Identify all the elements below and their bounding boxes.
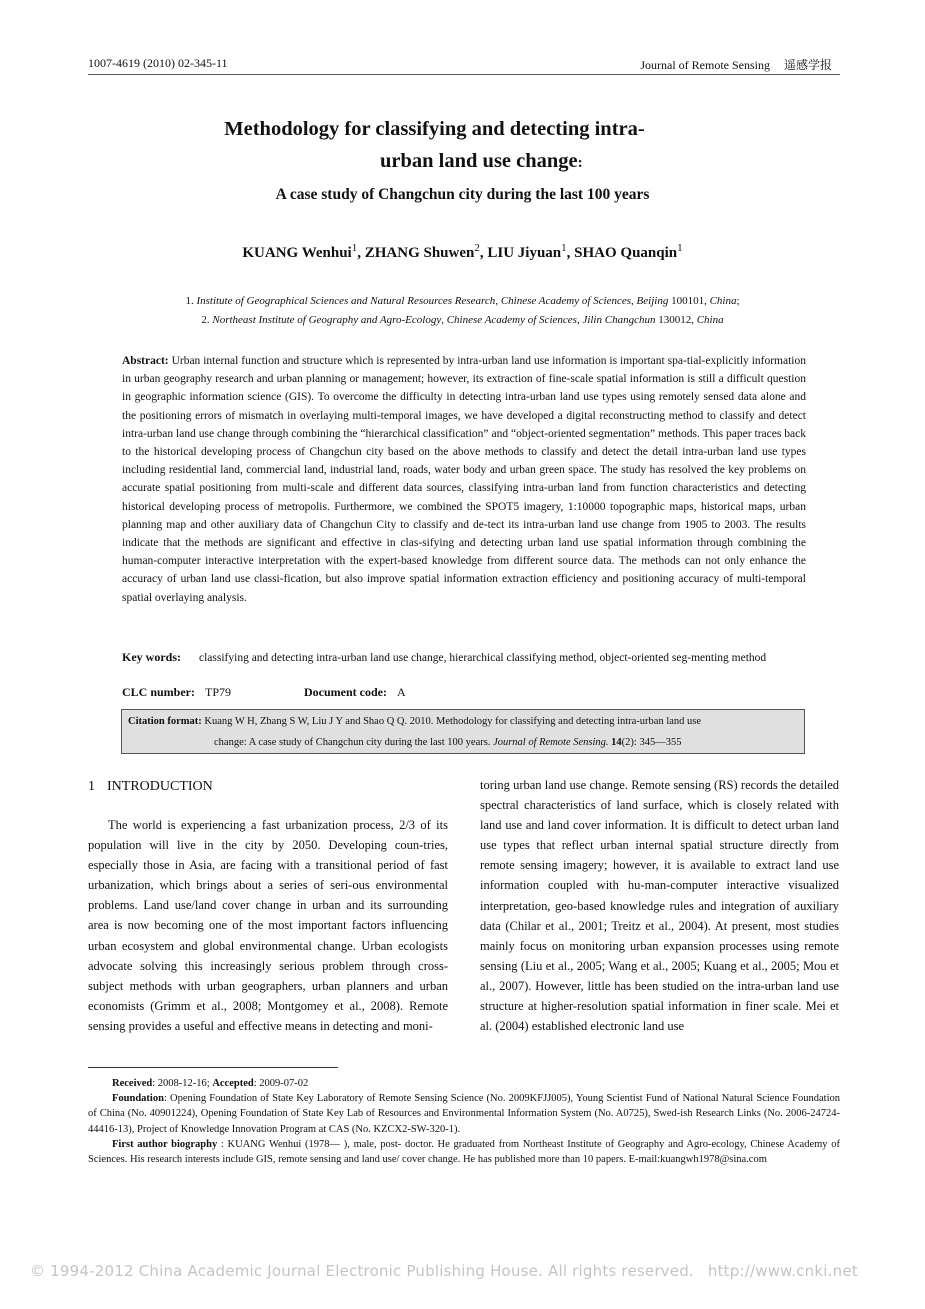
clc-value: TP79: [205, 685, 232, 699]
author-name: LIU Jiyuan: [487, 245, 562, 261]
author-affiliation-mark: 1: [561, 242, 567, 254]
body-column-right: [480, 775, 839, 1036]
abstract-label: Abstract:: [122, 355, 169, 367]
author-affiliation-mark: 2: [474, 242, 480, 254]
issn-code: 1007-4619 (2010) 02-345-11: [88, 56, 228, 70]
cnki-link: http://www.cnki.net: [707, 1262, 858, 1280]
footnote-author-bio: First author biography : KUANG Wenhui (1978— ), male, post- doctor. He graduated from Northeast Institute of Geography and Agro-ecology, Chinese Academy of Sciences. His research interests include GIS, remote sensing and land use/ cover change. He has published more than 10 papers. E-mail:kuangwh1978@sina.com: [88, 1138, 840, 1166]
keywords-text: classifying and detecting intra-urban land use change, hierarchical classifying method, object-oriented seg-menting method: [199, 652, 767, 664]
citation-volume: 14: [611, 737, 622, 748]
section-number: 1: [88, 779, 95, 794]
author-affiliation-mark: 1: [351, 242, 358, 254]
keywords: [122, 648, 806, 667]
author-name: KUANG Wenhui: [242, 245, 352, 261]
body-paragraph: The world is experiencing a fast urbanization process, 2/3 of its population will live in the city by 2050. Developing coun-tries, especially those in Asia, are facing with a transitional period of fast urbanization, which brings about a series of seri-ous environmental problems. Land use/land cover change in urban and its surrounding area is now becoming one of the most important factors influencing urban ecosystem and global environmental change. Urban ecologists advocate solving this increasingly serious problem through cross-subject methods with urban geographers, urban planners and urban economists (Grimm et al., 2008; Montgomey et al., 2008). Remote sensing provides a useful and effective means in detecting and moni-: [88, 818, 448, 1033]
citation-label: Citation format:: [128, 716, 202, 727]
journal-name-en: Journal of Remote Sensing: [640, 58, 770, 72]
paper-title-line2: urban land use change:: [380, 150, 583, 172]
abstract: [122, 352, 806, 607]
document-code-value: A: [396, 685, 406, 699]
citation-journal: Journal of Remote Sensing.: [493, 737, 609, 748]
affiliation-1: 1. Institute of Geographical Sciences and Natural Resources Research, Chinese Academy of Sciences, Beijing 100101, China;: [185, 295, 740, 307]
classification-codes: [122, 685, 406, 700]
citation-box: Citation format: Kuang W H, Zhang S W, Liu J Y and Shao Q Q. 2010. Methodology for classifying and detecting intra-urban land use change: A case study of Changchun city during the last 100 years. Journal of Remote Sensing. 14(2): 345—355: [121, 709, 805, 754]
author-list: KUANG Wenhui$^1$, ZHANG Shuwen$^2$, LIU Jiyuan$^1$, SHAO Quanqin$^1$: [242, 242, 683, 261]
document-code-label: Document code:: [304, 685, 387, 699]
footnote-received: Received: 2008-12-16; Accepted: 2009-07-02: [112, 1078, 309, 1089]
paper-subtitle: A case study of Changchun city during the last 100 years: [275, 186, 650, 203]
clc-label: CLC number:: [122, 685, 196, 699]
footnotes: [88, 1076, 840, 1167]
running-header: [88, 52, 840, 75]
copyright-watermark: © 1994-2012 China Academic Journal Electronic Publishing House. All rights reserved. http://www.cnki.net: [30, 1262, 858, 1280]
journal-name-cn: 遥感学报: [783, 58, 832, 72]
journal-name: [640, 56, 832, 73]
abstract-text: Urban internal function and structure which is represented by intra-urban land use information is important spa-tial-explicitly information in urban geography research and urban planning or management; however, its extraction of fine-scale spatial information is still a difficult question in geographic information science (GIS). To overcome the difficulty in detecting intra-urban land use types using remotely sensed data alone and the positioning errors of mismatch in overlaying multi-temporal images, we have developed a digital reconstructing method to classify and detect intra-urban land use change through combining the “hierarchical classification” and “object-oriented segmentation” methods. This paper traces back to the historical developing process of Changchun city based on the above methods to classify and detect the detail intra-urban land use types including residential land, commercial land, industrial land, roads, water body and urban green space. The study has resolved the key problems on accurate spatial positioning from multi-scale and different data sources, classifying intra-urban land from function characteristics and detecting historical developing process of metropolis. Furthermore, we combined the SPOT5 imagery, 1:10000 topographic maps, historical maps, urban planning map and other auxiliary data of Changchun City to classify and de-tect its intra-urban land use change from 1905 to 2003. The results indicate that the methods are significant and effective in clas-sifying and detecting urban land use spatial information through combining the human-computer interactive interpretation with the expert-based knowledge from different source data. The methods can not only enhance the accuracy of urban land use classi-fication, but also improve spatial information extraction efficiency and positioning accuracy of multi-temporal spatial overlaying analysis.: [122, 355, 806, 604]
affiliation-2: 2. Northeast Institute of Geography and Agro-Ecology, Chinese Academy of Sciences, Jilin Changchun 130012, China: [201, 314, 724, 326]
section-title: INTRODUCTION: [107, 779, 213, 794]
author-name: ZHANG Shuwen: [364, 245, 475, 261]
paper-title-line1: Methodology for classifying and detecting intra-: [224, 118, 645, 140]
footnote-foundation: Foundation: Opening Foundation of State Key Laboratory of Remote Sensing Science (No. 2009KFJJ005), Young Scientist Fund of National Natural Science Foundation of China (No. 40901224), Opening Foundation of State Key Lab of Resources and Environmental Information System (No. A0725), Swed-ish Research Links (No. 2006-24724-44416-13), Project of Knowledge Innovation Program at CAS (No. KZCX2-SW-320-1).: [88, 1093, 840, 1135]
keywords-label: Key words:: [122, 650, 181, 664]
body-paragraph: toring urban land use change. Remote sensing (RS) records the detailed spectral characteristics of land surface, which is closely related with land use and land cover information. It is difficult to detect urban land use types that reflect urban internal spatial structure directly from remote sensing imagery; however, it is available to extract land use information coupled with hu-man-computer interactive visualized interpretation, geo-based knowledge rules and integration of auxiliary data (Chilar et al., 2001; Treitz et al., 2004). At present, most studies mainly focus on monitoring urban expansion processes using remote sensing (Liu et al., 2005; Wang et al., 2005; Kuang et al., 2005; Mou et al., 2007). However, little has been studied on the intra-urban land use structure at higher-resolution spatial information in finer scale. Mei et al. (2004) established electronic land use: [480, 778, 839, 1034]
section-heading: [88, 779, 213, 795]
author-affiliation-mark: 1: [677, 242, 683, 254]
footnote-divider: [88, 1067, 338, 1068]
author-name: SHAO Quanqin: [574, 245, 678, 261]
body-column-left: [88, 815, 448, 1036]
